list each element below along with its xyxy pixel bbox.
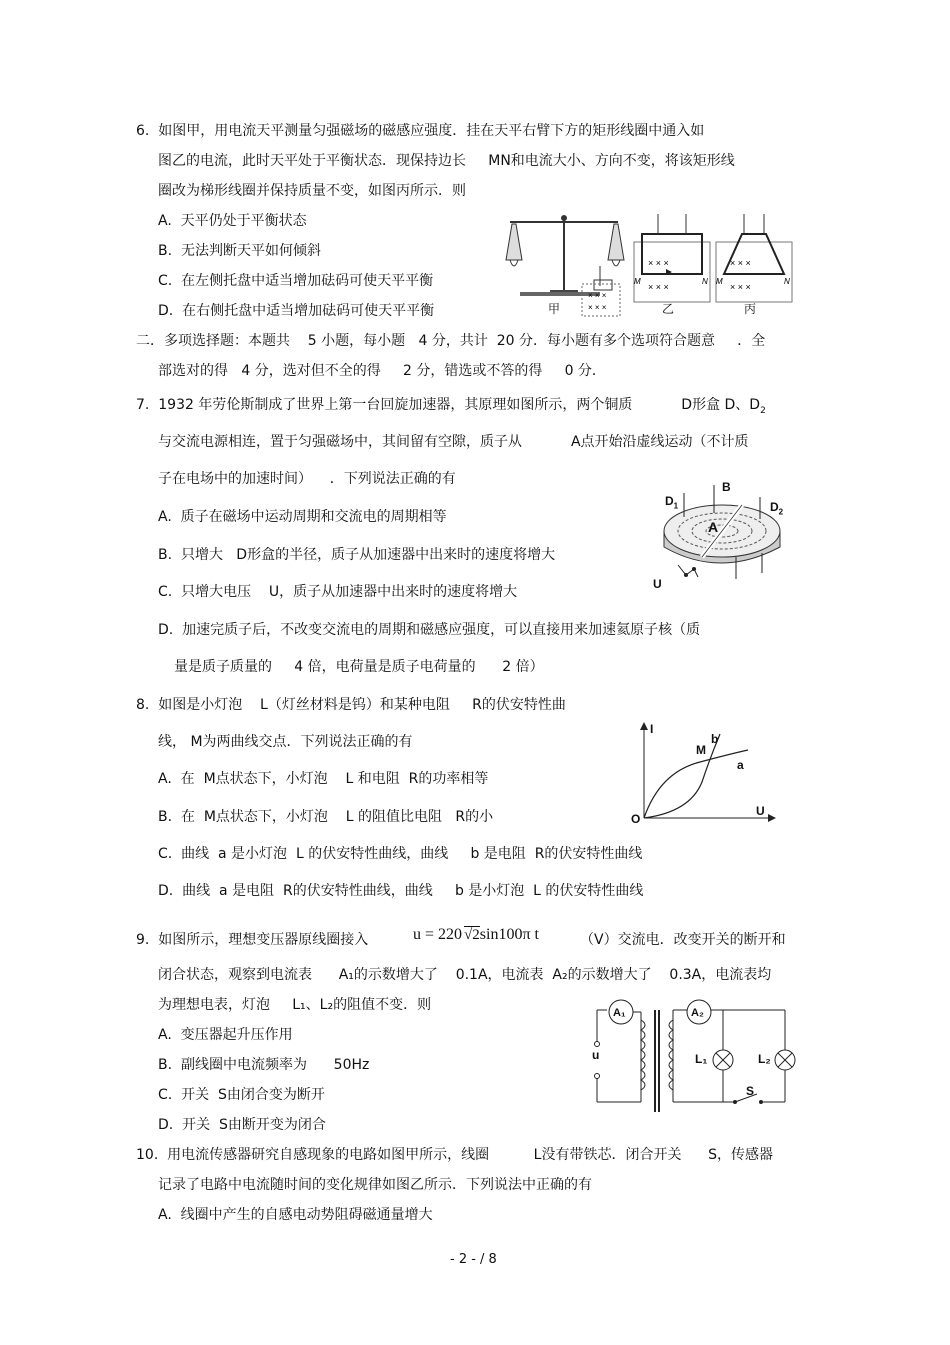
q6-figure-trapezoid-coil xyxy=(714,214,794,304)
q7-line3: 子在电场中的加速时间） ．下列说法正确的有 xyxy=(158,471,456,487)
q7-line1-text: 7. 1932 年劳伦斯制成了世界上第一台回旋加速器，其原理如图所示，两个铜质 D形盒 D、D xyxy=(136,397,761,413)
q9-fig-label-a1: A₁ xyxy=(613,1007,626,1019)
q8-line2: 线， M为两曲线交点．下列说法正确的有 xyxy=(158,734,413,750)
q9-line1-start: 9. 如图所示，理想变压器原线圈接入 xyxy=(136,932,369,948)
q7-option-d-line2: 量是质子质量的 4 倍，电荷量是质子电荷量的 2 倍） xyxy=(174,659,544,675)
q9-option-b: B. 副线圈中电流频率为 50Hz xyxy=(158,1057,370,1073)
q10-option-a: A. 线圈中产生的自感电动势阻碍磁通量增大 xyxy=(158,1207,433,1223)
q9-option-a: A. 变压器起升压作用 xyxy=(158,1027,293,1043)
q6-option-a: A. 天平仍处于平衡状态 xyxy=(158,213,307,229)
q8-option-b: B. 在 M点状态下，小灯泡 L 的阻值比电阻 R的小 xyxy=(158,809,494,825)
svg-text:N: N xyxy=(784,277,790,286)
q7-line1-subscript: 2 xyxy=(760,405,766,416)
section2-line1: 二．多项选择题：本题共 5 小题，每小题 4 分，共计 20 分．每小题有多个选项符合题意 ．全 xyxy=(136,333,766,349)
q9-line2: 闭合状态，观察到电流表 A₁的示数增大了 0.1A，电流表 A₂的示数增大了 0.3A，电流表均 xyxy=(158,967,772,983)
q9-formula-sqrt: √2 xyxy=(464,927,480,943)
q7-fig-label-a: A xyxy=(708,519,719,535)
q8-option-a: A. 在 M点状态下，小灯泡 L 和电阻 R的功率相等 xyxy=(158,771,489,787)
q7-fig-label-b: B xyxy=(722,480,731,494)
q7-fig-label-d2 xyxy=(770,498,783,521)
q9-fig-label-l1: L₁ xyxy=(695,1052,708,1066)
q9-formula-t: t xyxy=(534,926,539,943)
q8-line1: 8. 如图是小灯泡 L（灯丝材料是钨）和某种电阻 R的伏安特性曲 xyxy=(136,697,566,713)
svg-text:× × ×: × × × xyxy=(648,282,669,292)
q7-fig-label-d2-letter: D xyxy=(770,500,779,514)
q8-fig-label-b: b xyxy=(711,732,719,746)
svg-text:× × ×: × × × xyxy=(588,303,607,312)
svg-text:M: M xyxy=(716,277,723,286)
q9-option-d: D. 开关 S由断开变为闭合 xyxy=(158,1117,326,1133)
q9-fig-label-l2: L₂ xyxy=(758,1052,771,1066)
q7-option-d-line1: D. 加速完质子后，不改变交流电的周期和磁感应强度，可以直接用来加速氦原子核（质 xyxy=(158,622,701,638)
q6-fig-label-jia: 甲 xyxy=(548,302,561,316)
svg-text:M: M xyxy=(634,277,641,286)
q6-figure-balance xyxy=(500,210,630,320)
q7-line1 xyxy=(136,396,766,420)
q9-line1-end: （V）交流电．改变开关的断开和 xyxy=(580,932,786,948)
q8-fig-label-o: O xyxy=(631,812,641,826)
q9-fig-label-s: S xyxy=(746,1084,755,1098)
q9-line3: 为理想电表，灯泡 L₁、L₂的阻值不变．则 xyxy=(158,997,432,1013)
q9-fig-label-u: u xyxy=(592,1048,600,1062)
q7-option-b: B. 只增大 D形盒的半径，质子从加速器中出来时的速度将增大 xyxy=(158,547,556,563)
svg-text:× × ×: × × × xyxy=(730,258,751,268)
q6-option-d: D. 在右侧托盘中适当增加砝码可使天平平衡 xyxy=(158,303,435,319)
q6-option-c: C. 在左侧托盘中适当增加砝码可使天平平衡 xyxy=(158,273,434,289)
q9-formula-sin: sin100 xyxy=(479,926,523,943)
svg-text:N: N xyxy=(702,277,708,286)
q7-option-c: C. 只增大电压 U，质子从加速器中出来时的速度将增大 xyxy=(158,584,518,600)
svg-text:× × ×: × × × xyxy=(730,282,751,292)
q7-fig-label-d1-letter: D xyxy=(665,494,674,508)
q6-line2: 图乙的电流，此时天平处于平衡状态．现保持边长 MN和电流大小、方向不变，将该矩形线 xyxy=(158,153,735,169)
q9-formula xyxy=(413,926,539,944)
q6-line3: 圈改为梯形线圈并保持质量不变，如图丙所示．则 xyxy=(158,183,466,199)
q7-option-a: A. 质子在磁场中运动周期和交流电的周期相等 xyxy=(158,509,447,525)
page-number: - 2 - / 8 xyxy=(450,1252,497,1267)
q6-fig-label-yi: 乙 xyxy=(662,302,675,316)
q9-formula-sqrt-arg: 2 xyxy=(472,927,480,943)
q8-fig-label-m: M xyxy=(696,743,706,757)
q8-fig-label-u: U xyxy=(756,804,765,818)
svg-text:× × ×: × × × xyxy=(588,291,607,300)
q8-option-d: D. 曲线 a 是电阻 R的伏安特性曲线，曲线 b 是小灯泡 L 的伏安特性曲线 xyxy=(158,883,644,899)
q7-fig-label-u: U xyxy=(653,577,662,591)
q9-fig-label-a2: A₂ xyxy=(691,1007,704,1019)
q8-fig-label-a: a xyxy=(737,758,744,772)
q6-fig-label-bing: 丙 xyxy=(744,302,757,316)
q8-fig-label-i: I xyxy=(650,722,654,736)
q6-line1: 6. 如图甲，用电流天平测量匀强磁场的磁感应强度．挂在天平右臂下方的矩形线圈中通入如 xyxy=(136,123,705,139)
q6-figure-rect-coil xyxy=(632,214,712,304)
q10-line1: 10. 用电流传感器研究自感现象的电路如图甲所示，线圈 L没有带铁芯．闭合开关 S，传感器 xyxy=(136,1147,774,1163)
q9-formula-lhs: u = 220 xyxy=(413,926,463,943)
q8-option-c: C. 曲线 a 是小灯泡 L 的伏安特性曲线，曲线 b 是电阻 R的伏安特性曲线 xyxy=(158,846,643,862)
q9-formula-pi: π xyxy=(522,926,531,943)
q7-line2: 与交流电源相连，置于匀强磁场中，其间留有空隙，质子从 A点开始沿虚线运动（不计质 xyxy=(158,434,749,450)
q9-option-c: C. 开关 S由闭合变为断开 xyxy=(158,1087,325,1103)
q7-fig-label-d1-sub: 1 xyxy=(673,501,679,511)
svg-text:× × ×: × × × xyxy=(648,258,669,268)
q7-fig-label-d1 xyxy=(665,492,678,515)
section2-line2: 部选对的得 4 分，选对但不全的得 2 分，错选或不答的得 0 分． xyxy=(158,363,606,379)
q7-fig-label-d2-sub: 2 xyxy=(778,507,784,517)
q6-option-b: B. 无法判断天平如何倾斜 xyxy=(158,243,321,259)
q10-line2: 记录了电路中电流随时间的变化规律如图乙所示．下列说法中正确的有 xyxy=(158,1177,592,1193)
